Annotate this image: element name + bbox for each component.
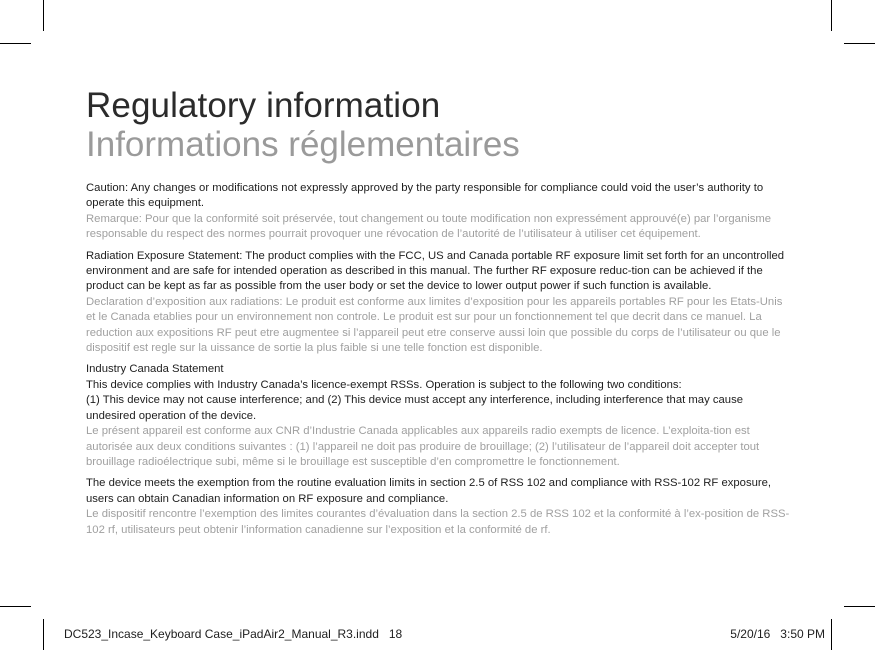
crop-mark-bottom-right-h bbox=[844, 606, 875, 607]
footer-datetime: 5/20/16 3:50 PM bbox=[730, 627, 825, 641]
caution-text: Caution: Any changes or modifications not expressly approved by the party responsible for compliance could void the user’s authority to operate this equipment. bbox=[86, 182, 764, 210]
page-title: Regulatory information bbox=[86, 86, 441, 125]
industry-canada-line1: This device complies with Industry Canada’s licence-exempt RSSs. Operation is subject to the following two conditions: bbox=[86, 378, 682, 391]
page-title-french: Informations réglementaires bbox=[86, 125, 520, 164]
crop-mark-top-left-h bbox=[0, 43, 31, 44]
crop-mark-top-right-h bbox=[844, 43, 875, 44]
crop-mark-top-right-v bbox=[831, 0, 832, 31]
exemption-statement: The device meets the exemption from the routine evaluation limits in section 2.5 of RSS 102 and compliance with RSS-102 RF exposure, users can obtain Canadian information on RF exposure and compliance. bbox=[86, 477, 772, 505]
crop-mark-top-left-v bbox=[43, 0, 44, 31]
radiation-statement-french: Declaration d’exposition aux radiations: Le produit est conforme aux limites d’exposition pour les appareils portables RF pour les Etats-Unis et le Canada etablies pour un environnement non controle. Le produit est sur pour un fonctionnement tel que decrit dans ce manuel. La reduction aux expositions RF peut etre augmentee si l’appareil peut etre conserve aussi loin que possible du corps de l’utilisateur ou que le dispositif est regle sur la uissance de sortie la plus faible si une telle fonction est disponible. bbox=[86, 295, 783, 355]
crop-mark-bottom-left-v bbox=[43, 619, 44, 650]
crop-mark-bottom-right-v bbox=[831, 619, 832, 650]
industry-canada-french: Le présent appareil est conforme aux CNR d’Industrie Canada applicables aux appareils radio exempts de licence. L’exploita-tion est autorisée aux deux conditions suivantes : (1) l’appareil ne doit pas produire de brouillage; (2) l’utilisateur de l’appareil doit accepter tout brouillage radioélectrique subi, même si le brouillage est susceptible d’en compromettre le fonctionnement. bbox=[86, 425, 760, 468]
crop-mark-bottom-left-h bbox=[0, 606, 31, 607]
industry-canada-heading: Industry Canada Statement bbox=[86, 363, 224, 376]
caution-text-french: Remarque: Pour que la conformité soit préservée, tout changement ou toute modification non expressément approuvé(e) par l’organisme responsable du respect des normes pourrait provoquer une révocation de l’autorité de l’utilisateur à utiliser cet équipement. bbox=[86, 212, 772, 241]
industry-canada-line2: (1) This device may not cause interference; and (2) This device must accept any interference, including interference that may cause undesired operation of the device. bbox=[86, 394, 744, 422]
regulatory-body bbox=[86, 181, 792, 538]
radiation-statement: Radiation Exposure Statement: The product complies with the FCC, US and Canada portable RF exposure limit set forth for an uncontrolled environment and are safe for intended operation as described in this manual. The further RF exposure reduc-tion can be achieved if the product can be kept as far as possible from the user body or set the device to lower output power if such function is available. bbox=[86, 249, 785, 293]
exemption-statement-french: Le dispositif rencontre l’exemption des limites courantes d’évaluation dans la section 2.5 de RSS 102 et la conformité à l’ex-position de RSS-102 rf, utilisateurs peut obtenir l’information canadienne sur l’exposition et la conformité de rf. bbox=[86, 508, 790, 536]
footer-file-name: DC523_Incase_Keyboard Case_iPadAir2_Manual_R3.indd 18 bbox=[64, 627, 403, 641]
